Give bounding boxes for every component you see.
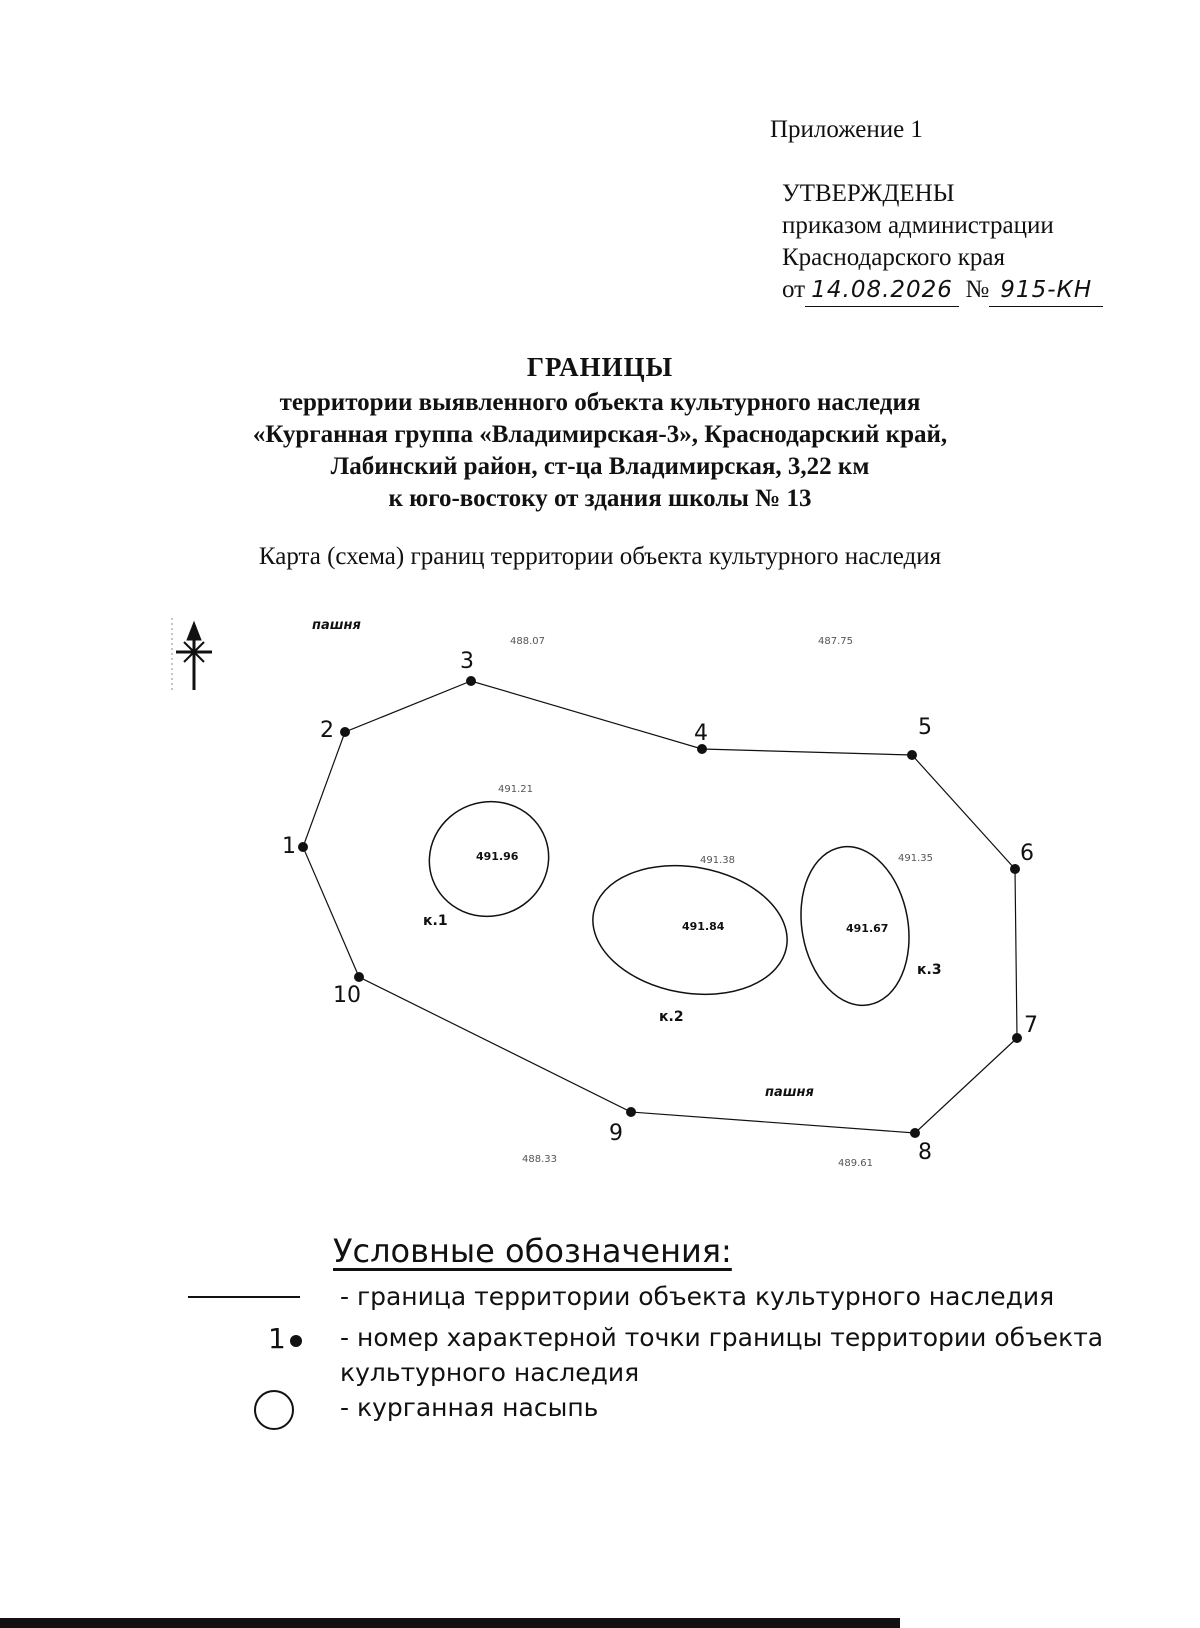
date-prefix: от [782,276,806,303]
elevation-mark: 491.21 [498,784,533,795]
legend-point-dot-icon [290,1335,302,1347]
point-label-8: 8 [918,1140,932,1165]
point-label-10: 10 [333,983,361,1008]
mound-label-1: к.1 [423,913,448,929]
legend-mound-text: - курганная насыпь [340,1393,599,1422]
point-label-7: 7 [1024,1013,1038,1038]
point-label-1: 1 [282,834,296,859]
area-label-arable: пашня [312,618,361,633]
mound-elevation-1: 491.96 [476,850,519,863]
boundary-point-3 [466,676,476,686]
elevation-mark: 491.38 [700,855,735,866]
legend-point-text: - номер характерной точки границы территории объекта [340,1323,1104,1352]
legend-point-number-sample: 1 [268,1322,286,1355]
map-caption: Карта (схема) границ территории объекта культурного наследия [258,543,942,570]
boundary-point-7 [1012,1033,1022,1043]
point-label-2: 2 [320,718,334,743]
legend-point-text-continued: культурного наследия [340,1358,640,1387]
legend-boundary-line-sample [188,1296,300,1298]
elevation-mark: 488.33 [522,1154,557,1165]
title-line-3: Лабинский район, ст-ца Владимирская, 3,22 км [330,453,870,480]
elevation-mark: 488.07 [510,636,545,647]
title-line-4: к юго-востоку от здания школы № 13 [388,485,812,512]
elevation-mark: 487.75 [818,636,853,647]
north-arrow-icon [172,618,212,690]
legend-title: Условные обозначения: [333,1232,732,1270]
document-title: ГРАНИЦЫ [526,352,674,382]
area-label-arable: пашня [765,1085,814,1100]
elevation-mark: 489.61 [838,1158,873,1169]
approved-by-line1: приказом администрации [782,212,1054,239]
point-label-6: 6 [1020,841,1034,866]
boundary-point-2 [340,727,350,737]
mound-elevation-3: 491.67 [846,922,889,935]
mound-label-3: к.3 [917,962,942,978]
number-prefix: № [965,276,990,303]
order-number: 915-КН [989,274,1103,307]
boundary-point-9 [626,1107,636,1117]
elevation-mark: 491.35 [898,853,933,864]
mound-elevation-2: 491.84 [682,920,725,933]
territory-boundary [303,681,1017,1133]
approved-by-line2: Краснодарского края [782,244,1005,271]
point-label-4: 4 [694,721,708,746]
point-label-5: 5 [918,715,932,740]
boundary-point-1 [298,842,308,852]
legend-boundary-text: - граница территории объекта культурного наследия [340,1282,1055,1311]
boundary-point-8 [910,1128,920,1138]
order-date: 14.08.2026 [805,274,959,307]
title-line-1: территории выявленного объекта культурного наследия [279,389,921,416]
point-label-3: 3 [460,649,474,674]
approved-heading: УТВЕРЖДЕНЫ [782,180,955,207]
point-label-9: 9 [609,1121,623,1146]
boundary-point-5 [907,750,917,760]
boundary-point-6 [1010,864,1020,874]
legend-mound-circle-icon [254,1390,294,1430]
appendix-label: Приложение 1 [770,116,923,143]
title-line-2: «Курганная группа «Владимирская-3», Краснодарский край, [252,421,948,448]
scan-edge-bar [0,1618,900,1628]
boundary-point-10 [354,972,364,982]
mound-label-2: к.2 [659,1009,684,1025]
